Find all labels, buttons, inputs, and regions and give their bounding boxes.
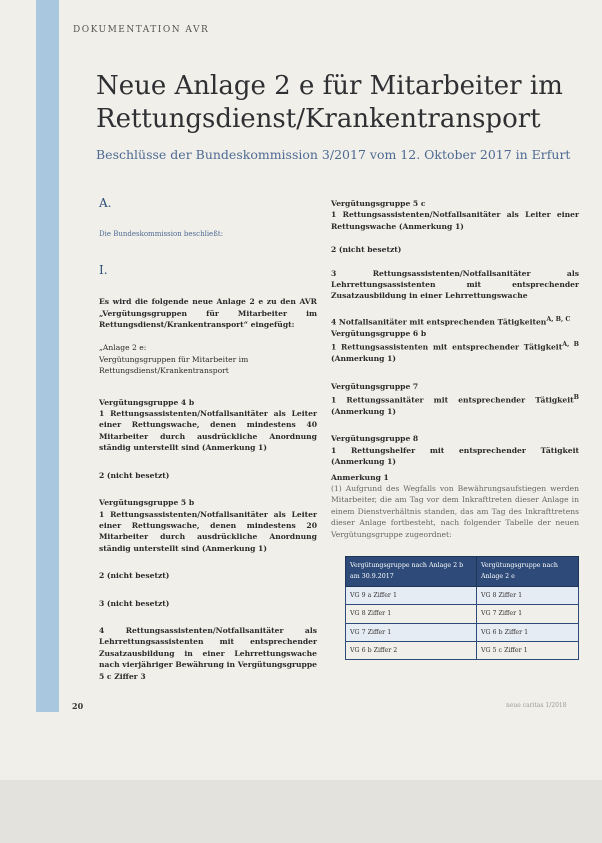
margin-stripe [36, 0, 59, 712]
anlage-heading: „Anlage 2 e: [99, 343, 147, 353]
page-subtitle: Beschlüsse der Bundeskommission 3/2017 vom 12. Oktober 2017 in Erfurt [96, 147, 571, 162]
vg5b-item-1: 1 Rettungsassistenten/Notfallsanitäter als Leiter einer Rettungswache, denen mindestens 20 Mitarbeiter durch ausdrückliche Anordnung ständig unterstellt sind (Anmerkung 1) [99, 509, 317, 553]
footer-publication: neue caritas 1/2018 [506, 702, 567, 709]
section-a-heading: A. [99, 196, 112, 210]
table-cell: VG 6 b Ziffer 2 [346, 641, 477, 659]
table-header-cell: Vergütungsgruppe nach Anlage 2 e [476, 556, 578, 586]
table-cell: VG 8 Ziffer 1 [346, 605, 477, 623]
section-i-heading: I. [99, 262, 108, 277]
vg8-item-1: 1 Rettungshelfer mit entsprechender Tätigkeit (Anmerkung 1) [331, 445, 579, 467]
vg5c-item-4 [331, 314, 579, 328]
assignment-table [345, 556, 579, 660]
vg5c-item-1: 1 Rettungsassistenten/Notfallsanitäter als Leiter einer Rettungswache (Anmerkung 1) [331, 210, 579, 231]
vg8-heading: Vergütungsgruppe 8 [331, 434, 419, 444]
section-header: DOKUMENTATION AVR [73, 25, 210, 35]
vg5b-item-4: 4 Rettungsassistenten/Notfallsanitäter als Lehrrettungsassistenten mit entsprechender Zusatzausbildung in einer Lehrrettungswache nach vierjähriger Bewährung in Vergütungsgruppe 5 c Ziffer 3 [99, 625, 317, 681]
vg4b-item-2: 2 (nicht besetzt) [99, 470, 170, 480]
vg5c-heading: Vergütungsgruppe 5 c [331, 199, 426, 208]
vg6b-item-1-sup: A, B [562, 341, 579, 349]
table-header-cell: Vergütungsgruppe nach Anlage 2 b am 30.9.2017 [346, 556, 477, 586]
vg4b-item-1: 1 Rettungsassistenten/Notfallsanitäter als Leiter einer Rettungswache, denen mindestens 40 Mitarbeiter durch ausdrückliche Anordnung ständig unterstellt sind (Anmerkung 1) [99, 409, 317, 453]
vg7-item-1-sup: B [573, 393, 579, 401]
vg5b-item-2: 2 (nicht besetzt) [99, 571, 170, 581]
vg6b-item-1 [331, 339, 579, 364]
table-row [346, 623, 579, 641]
vg4b-heading: Vergütungsgruppe 4 b [99, 397, 195, 407]
vg5c-item-2: 2 (nicht besetzt) [331, 245, 402, 255]
vg5b-item-3: 3 (nicht besetzt) [99, 598, 170, 608]
right-column [331, 198, 579, 660]
vg5c-item-4-text: 4 Notfallsanitäter mit entsprechenden Tätigkeiten [331, 317, 547, 327]
page-title: Neue Anlage 2 e für Mitarbeiter im Rettungsdienst/Krankentransport [96, 71, 563, 134]
vg6b-heading: Vergütungsgruppe 6 b [331, 328, 427, 338]
table-cell: VG 5 c Ziffer 1 [476, 641, 578, 659]
intro-text: Die Bundeskommission beschließt: [99, 230, 224, 239]
table-cell: VG 9 a Ziffer 1 [346, 586, 477, 604]
table-cell: VG 6 b Ziffer 1 [476, 623, 578, 641]
vg6b-item-1-end: (Anmerkung 1) [331, 354, 397, 364]
table-header-row [346, 556, 579, 586]
left-column [99, 198, 317, 682]
vg5c-item-3: 3 Rettungsassistenten/Notfallsanitäter als Lehrrettungsassistenten mit entsprechender Zusatzausbildung in einer Lehrrettungswache [331, 268, 579, 301]
page-number: 20 [72, 701, 84, 711]
anlage-subheading: Vergütungsgruppen für Mitarbeiter im Rettungsdienst/Krankentransport [99, 354, 249, 376]
vg7-item-1-text: 1 Rettungssanitäter mit entsprechender Tätigkeit [331, 395, 574, 405]
table-cell: VG 7 Ziffer 1 [476, 605, 578, 623]
table-row [346, 605, 579, 623]
table-row [346, 641, 579, 659]
vg6b-item-1-text: 1 Rettungsassistenten mit entsprechender Tätigkeit [331, 342, 563, 352]
vg7-item-1-end: (Anmerkung 1) [331, 406, 397, 416]
anmerkung-text: (1) Aufgrund des Wegfalls von Bewährungsaufstiegen werden Mitarbeiter, die am Tag vor dem Inkrafttreten dieser Anlage in einem Dienstverhältnis standen, das am Tag des Inkrafttretens dieser Anlage fortbesteht, nach folgender Tabelle der neuen Vergütungsgruppe zugeordnet: [331, 483, 579, 539]
table-cell: VG 7 Ziffer 1 [346, 623, 477, 641]
anmerkung-heading: Anmerkung 1 [331, 472, 389, 482]
table-cell: VG 8 Ziffer 1 [476, 586, 578, 604]
vg7-heading: Vergütungsgruppe 7 [331, 381, 419, 391]
paragraph-intro: Es wird die folgende neue Anlage 2 e zu den AVR „Vergütungsgruppen für Mitarbeiter im Rettungsdienst/Krankentransport“ eingefügt: [99, 297, 317, 330]
vg5c-item-4-sup: A, B, C [546, 315, 571, 323]
vg7-item-1 [331, 392, 579, 417]
table-row [346, 586, 579, 604]
vg5b-heading: Vergütungsgruppe 5 b [99, 498, 195, 508]
